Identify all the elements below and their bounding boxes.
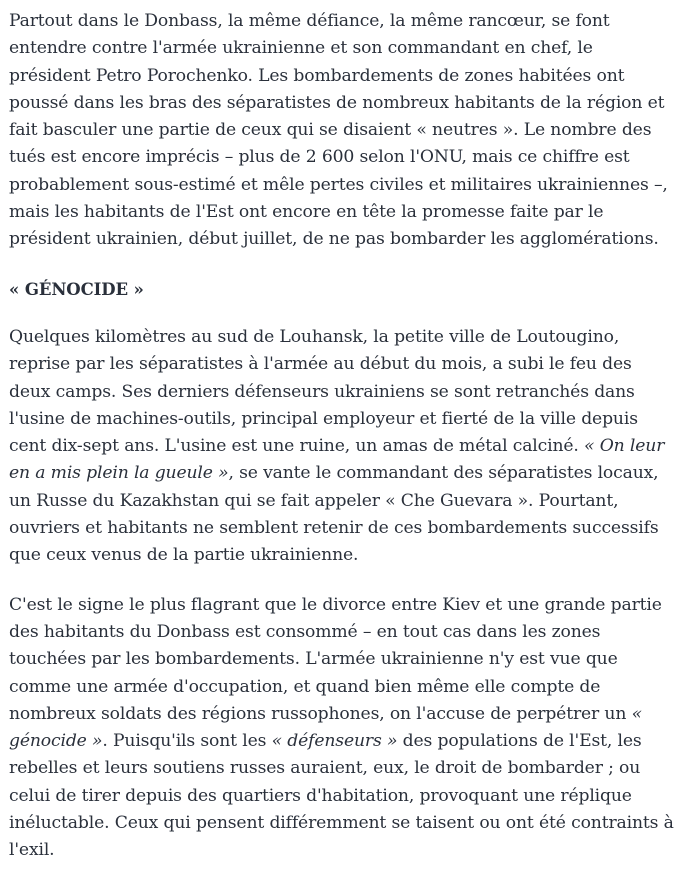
paragraph-2	[9, 324, 677, 570]
paragraph-3-quote-1: « génocide »	[9, 703, 642, 752]
paragraph-3	[9, 592, 677, 865]
paragraph-1: Partout dans le Donbass, la même défiance, la même rancœur, se font entendre contre l'armée ukrainienne et son commandant en chef, le président Petro Porochenko. Les bombardements de zones habitées ont poussé dans les bras des séparatistes de nombreux habitants de la région et fait basculer une partie de ceux qui se disaient « neutres ». Le nombre des tués est encore imprécis – plus de 2 600 selon l'ONU, mais ce chiffre est probablement sous-estimé et mêle pertes civiles et militaires ukrainiennes –, mais les habitants de l'Est ont encore en tête la promesse faite par le président ukrainien, début juillet, de ne pas bombarder les agglomérations.	[9, 11, 668, 250]
section-heading: « GÉNOCIDE »	[9, 279, 144, 299]
paragraph-2-text-2: , se vante le commandant des séparatistes locaux, un Russe du Kazakhstan qui se fait appeler « Che Guevara ». Pourtant, ouvriers et habitants ne semblent retenir de ces bombardements successifs que ceux venus de la partie ukrainienne.	[9, 463, 659, 566]
paragraph-2-text-1: Quelques kilomètres au sud de Louhansk, la petite ville de Loutougino, reprise par les séparatistes à l'armée au début du mois, a subi le feu des deux camps. Ses derniers défenseurs ukrainiens se sont retranchés dans l'usine de machines-outils, principal employeur et fierté de la ville depuis cent dix-sept ans. L'usine est une ruine, un amas de métal calciné.	[9, 326, 638, 457]
paragraph-3-text-2: . Puisqu'ils sont les	[102, 731, 272, 752]
paragraph-3-quote-2: « défenseurs »	[271, 731, 398, 752]
paragraph-3-text-3: des populations de l'Est, les rebelles et leurs soutiens russes auraient, eux, le droit de bombarder ; ou celui de tirer depuis des quartiers d'habitation, provoquant une réplique inéluctable. Ceux qui pensent différemment se taisent ou ont été contraints à l'exil.	[9, 731, 674, 861]
article-body	[9, 8, 677, 887]
paragraph-2-quote: « On leur en a mis plein la gueule »	[9, 436, 665, 484]
paragraph-3-text-1: C'est le signe le plus flagrant que le divorce entre Kiev et une grande partie des habitants du Donbass est consommé – en tout cas dans les zones touchées par les bombardements. L'armée ukrainienne n'y est vue que comme une armée d'occupation, et quand bien même elle compte de nombreux soldats des régions russophones, on l'accuse de perpétrer un	[9, 594, 662, 724]
